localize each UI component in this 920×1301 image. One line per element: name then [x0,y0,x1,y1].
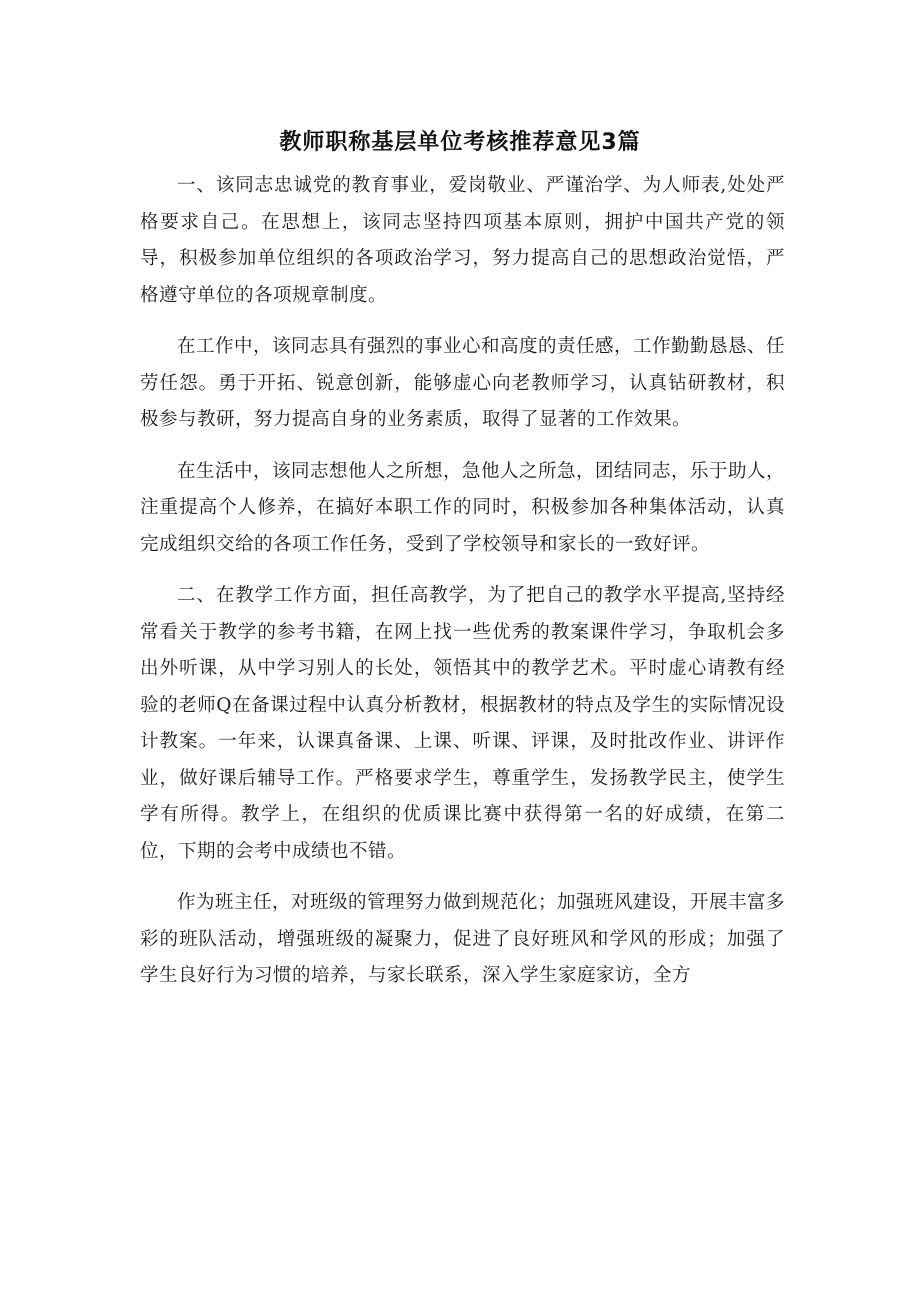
paragraph-1: 一、该同志忠诚党的教育事业，爱岗敬业、严谨治学、为人师表,处处严格要求自己。在思想上，该同志坚持四项基本原则，拥护中国共产党的领导，积极参加单位组织的各项政治学习，努力提高自己的思想政治觉悟，严格遵守单位的各项规章制度。 [140,175,785,306]
paragraph-5: 作为班主任，对班级的管理努力做到规范化；加强班风建设，开展丰富多彩的班队活动，增强班级的凝聚力，促进了良好班风和学风的形成；加强了学生良好行为习惯的培养，与家长联系，深入学生家庭家访，全方 [140,892,786,986]
document-title: 教师职称基层单位考核推荐意见3篇 [279,130,641,155]
paragraph-3: 在生活中，该同志想他人之所想，急他人之所急，团结同志，乐于助人，注重提高个人修养，在搞好本职工作的同时，积极参加各种集体活动，认真完成组织交给的各项工作任务，受到了学校领导和家长的一致好评。 [140,460,786,555]
paragraph-2: 在工作中，该同志具有强烈的事业心和高度的责任感，工作勤勤恳恳、任劳任怨。勇于开拓、锐意创新，能够虚心向老教师学习，认真钻研教材，积极参与教研，努力提高自身的业务素质，取得了显著的工作效果。 [140,336,786,430]
document-body [140,168,785,995]
paragraph-4: 二、在教学工作方面，担任高教学，为了把自己的教学水平提高,坚持经常看关于教学的参考书籍，在网上找一些优秀的教案课件学习，争取机会多出外听课，从中学习别人的长处，领悟其中的教学艺术。平时虚心请教有经验的老师Q在备课过程中认真分析教材，根据教材的特点及学生的实际情况设计教案。一年来，认课真备课、上课、听课、评课，及时批改作业、讲评作业，做好课后辅导工作。严格要求学生，尊重学生，发扬教学民主，使学生学有所得。教学上，在组织的优质课比赛中获得第一名的好成绩，在第二位，下期的会考中成绩也不错。 [140,585,785,862]
